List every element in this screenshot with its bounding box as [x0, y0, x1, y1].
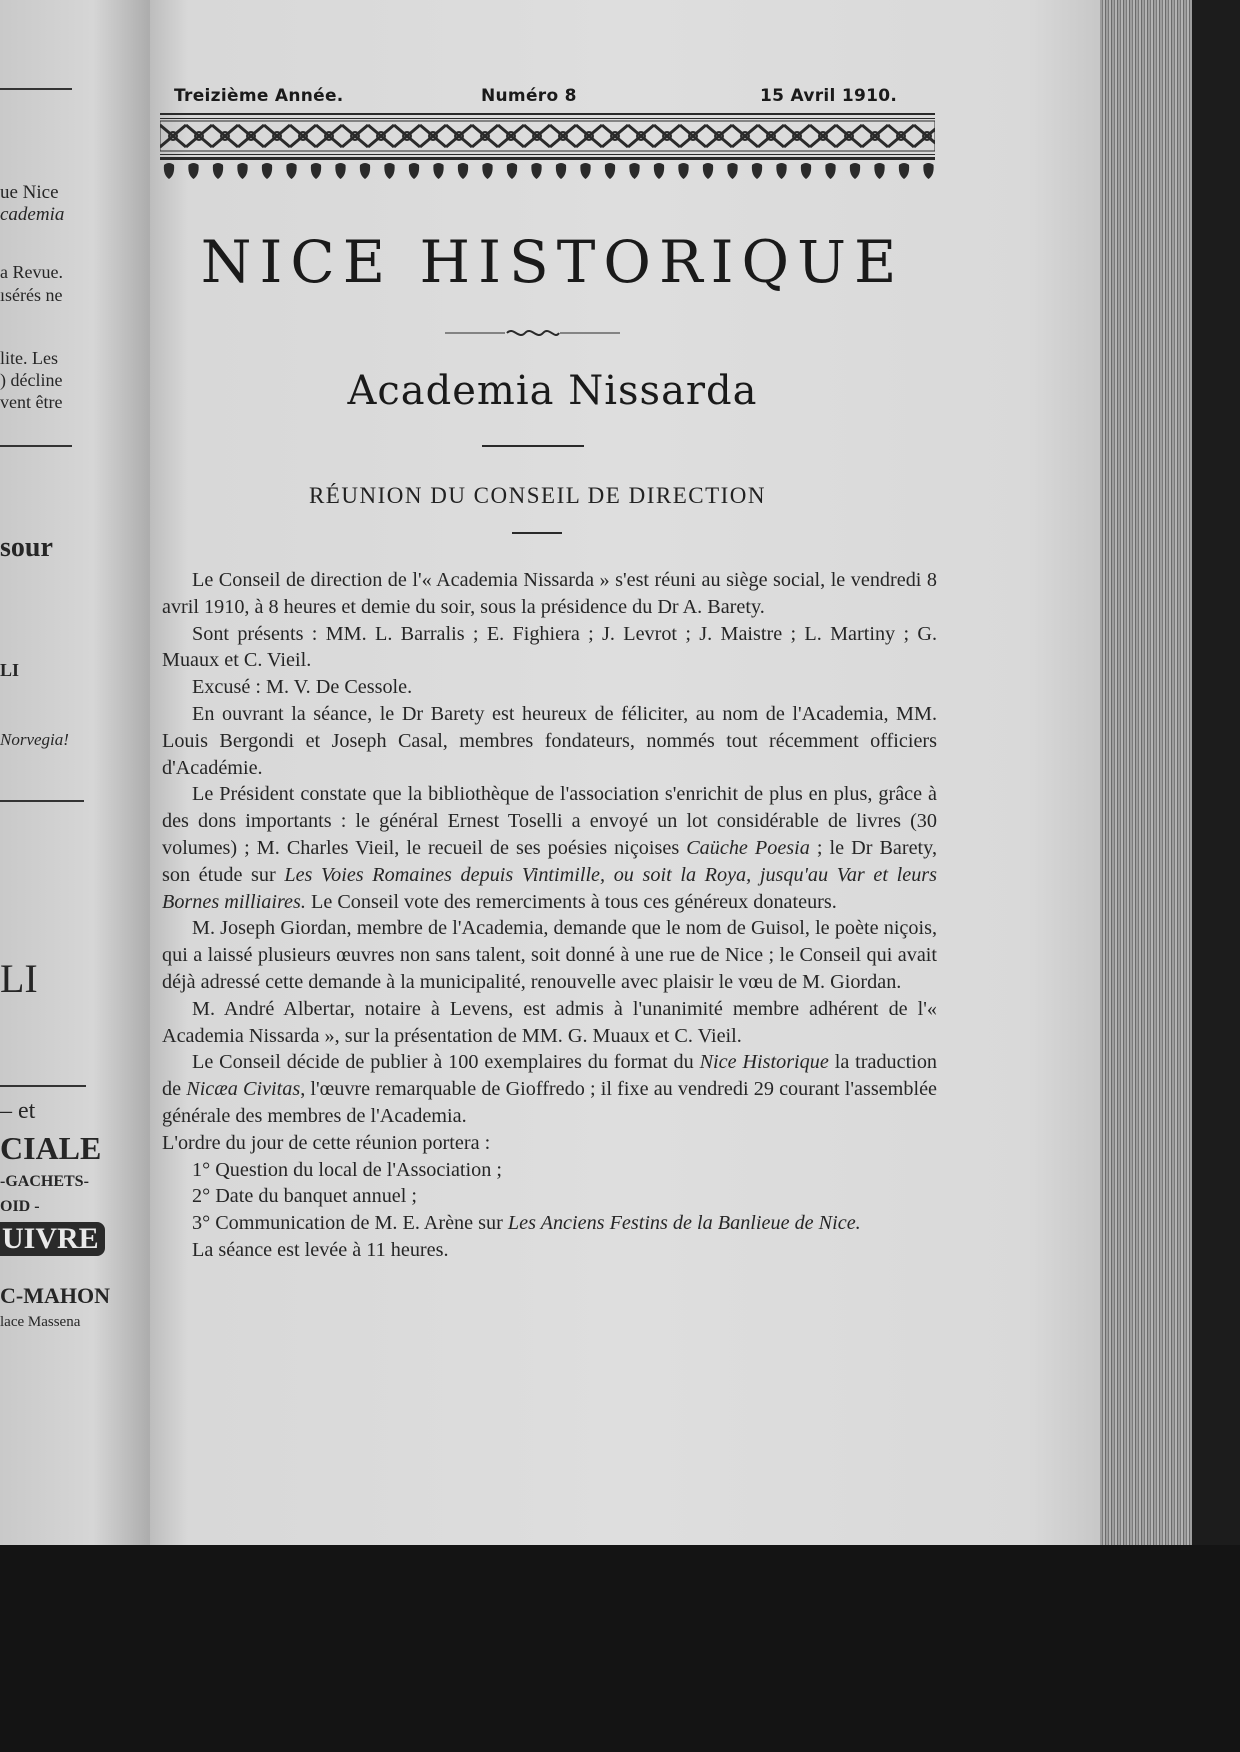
text-run: Le Conseil décide de publier à 100 exemplaires du format du — [192, 1051, 700, 1074]
band-drop — [556, 163, 566, 179]
band-drop — [654, 163, 664, 179]
band-weave — [316, 125, 342, 147]
band-weave — [836, 125, 862, 147]
text-run: 3° Communication de M. E. Arène sur — [192, 1212, 508, 1235]
left-text: – et — [0, 1098, 36, 1124]
masthead-title: NICE HISTORIQUE — [200, 228, 905, 296]
left-text: vent être — [0, 392, 63, 412]
band-drop — [409, 163, 419, 179]
left-text: lace Massena — [0, 1314, 81, 1330]
band-weave — [238, 125, 264, 147]
paragraph — [162, 1049, 937, 1129]
band-drop — [531, 163, 541, 179]
journal-title: Nice Historique — [699, 1051, 829, 1074]
band-weave — [524, 125, 550, 147]
rule — [0, 445, 72, 447]
band-weave — [472, 125, 498, 147]
paragraph: Excusé : M. V. De Cessole. — [192, 676, 413, 699]
section-title: RÉUNION DU CONSEIL DE DIRECTION — [308, 483, 767, 508]
left-text: -GACHETS- — [0, 1173, 89, 1190]
text-run: ; le Dr Barety, son étude sur — [162, 836, 937, 886]
left-text: Norvegia! — [0, 730, 69, 749]
left-text: LI — [0, 956, 38, 1001]
left-text: cademia — [0, 204, 65, 225]
band-weave — [290, 125, 316, 147]
book-title: Les Voies Romaines depuis Vintimille, ou soit la Roya, jusqu'au Var et leurs Bornes milliaires. — [162, 863, 937, 913]
band-drop — [629, 163, 639, 179]
band-drop — [825, 163, 835, 179]
band-weave — [368, 125, 394, 147]
rule — [0, 800, 84, 802]
band-drop — [237, 163, 247, 179]
band-drop — [188, 163, 198, 179]
book-title: Caüche Poesia — [686, 836, 810, 859]
band-weave — [446, 125, 472, 147]
band-drop — [384, 163, 394, 179]
band-weave — [758, 125, 784, 147]
left-text: sour — [0, 532, 53, 563]
text-run: , l'œuvre remarquable de Gioffredo ; il fixe au vendredi 29 courant l'assemblée générale des membres de l'Academia. — [162, 1078, 937, 1127]
text-run: Le Président constate que la bibliothèque de l'association s'enrichit de plus en plus, grâce à des dons importants : le général Ernest Toselli a envoyé un lot considérable de livres (30 volumes) ; M. Charles Vieil, le recueil de ses poésies niçoises — [162, 783, 937, 859]
paragraph: En ouvrant la séance, le Dr Barety est heureux de féliciter, au nom de l'Academia, MM. Louis Bergondi et Joseph Casal, membres fondateurs, nommés tout récemment officiers d'Académie. — [162, 702, 937, 779]
page-edges — [1100, 0, 1192, 1545]
band-drop — [899, 163, 909, 179]
band-weave — [810, 125, 836, 147]
band-drop — [262, 163, 272, 179]
band-drop — [433, 163, 443, 179]
band-drop — [752, 163, 762, 179]
band-drop — [801, 163, 811, 179]
band-weave — [186, 125, 212, 147]
band-weave — [706, 125, 732, 147]
closing-line: La séance est levée à 11 heures. — [192, 1238, 449, 1261]
band-drop — [727, 163, 737, 179]
paragraph: L'ordre du jour de cette réunion portera : — [162, 1131, 491, 1154]
band-weave — [420, 125, 446, 147]
band-weave — [576, 125, 602, 147]
agenda-item: 1° Question du local de l'Association ; — [192, 1158, 502, 1181]
band-weave — [342, 125, 368, 147]
header-issue: Numéro 8 — [481, 86, 577, 106]
left-text: ısérés ne — [0, 285, 63, 305]
article-body — [162, 567, 937, 1264]
left-text: UIVRE — [0, 1222, 105, 1256]
text-run: Le Conseil vote des remerciments à tous ces généreux donateurs. — [305, 890, 837, 913]
rule — [0, 88, 72, 90]
band-drop — [458, 163, 468, 179]
band-drop — [360, 163, 370, 179]
band-weave — [732, 125, 758, 147]
band-weave — [602, 125, 628, 147]
band-weave — [160, 125, 186, 147]
band-drop — [311, 163, 321, 179]
band-drop — [850, 163, 860, 179]
text-run: la traduction de — [162, 1051, 938, 1101]
book-title: Nicæa Civitas — [186, 1078, 301, 1101]
paragraph — [162, 781, 937, 915]
band-drop — [678, 163, 688, 179]
band-drop — [164, 163, 174, 179]
left-text: OID - — [0, 1198, 40, 1215]
band-drop — [703, 163, 713, 179]
paragraph: M. Joseph Giordan, membre de l'Academia, demande que le nom de Guisol, le poète niçois, qui a laissé plusieurs œuvres non sans talent, soit donné à une rue de Nice ; le Conseil qui avait déjà adressé cette demande à la municipalité, renouvelle avec plaisir le vœu de M. Giordan. — [162, 917, 937, 993]
divider — [512, 532, 562, 534]
band-drop — [874, 163, 884, 179]
band-drop — [923, 163, 933, 179]
band-weave — [212, 125, 238, 147]
band-weave — [888, 125, 914, 147]
band-drop — [286, 163, 296, 179]
left-text: C-MAHON — [0, 1283, 110, 1308]
band-drop — [507, 163, 517, 179]
masthead-subtitle: Academia Nissarda — [347, 368, 758, 414]
band-drop — [482, 163, 492, 179]
agenda-item — [162, 1210, 937, 1237]
band-drop — [335, 163, 345, 179]
left-text: lite. Les — [0, 348, 58, 368]
left-text: LI — [0, 660, 20, 680]
title-ornament — [445, 326, 620, 340]
left-text: CIALE — [0, 1130, 102, 1166]
book-cover — [1192, 0, 1240, 1545]
header-date: 15 Avril 1910. — [760, 86, 898, 106]
band-weave — [654, 125, 680, 147]
paragraph: Sont présents : MM. L. Barralis ; E. Fighiera ; J. Levrot ; J. Maistre ; L. Martiny ; G. Muaux et C. Vieil. — [162, 622, 937, 672]
band-drop — [580, 163, 590, 179]
agenda-item: 2° Date du banquet annuel ; — [192, 1185, 418, 1208]
paragraph: Le Conseil de direction de l'« Academia Nissarda » s'est réuni au siège social, le vendredi 8 avril 1910, à 8 heures et demie du soir, sous la présidence du Dr A. Barety. — [162, 569, 937, 618]
divider — [482, 445, 584, 447]
band-weave — [394, 125, 420, 147]
band-weave — [862, 125, 888, 147]
band-drop — [213, 163, 223, 179]
left-text: ) décline — [0, 370, 63, 390]
band-drop — [605, 163, 615, 179]
band-weave — [264, 125, 290, 147]
band-weave — [498, 125, 524, 147]
header-year: Treizième Année. — [174, 86, 344, 106]
paragraph: M. André Albertar, notaire à Levens, est admis à l'unanimité membre adhérent de l'« Academia Nissarda », sur la présentation de MM. G. Muaux et C. Vieil. — [162, 997, 937, 1047]
band-weave — [680, 125, 706, 147]
band-weave — [550, 125, 576, 147]
left-text: ue Nice — [0, 182, 59, 203]
left-text: a Revue. — [0, 262, 63, 282]
decorative-band — [160, 113, 935, 188]
band-weave — [628, 125, 654, 147]
band-drop — [776, 163, 786, 179]
rule — [0, 1085, 86, 1087]
book-title: Les Anciens Festins de la Banlieue de Nice. — [507, 1212, 861, 1235]
band-weave — [784, 125, 810, 147]
